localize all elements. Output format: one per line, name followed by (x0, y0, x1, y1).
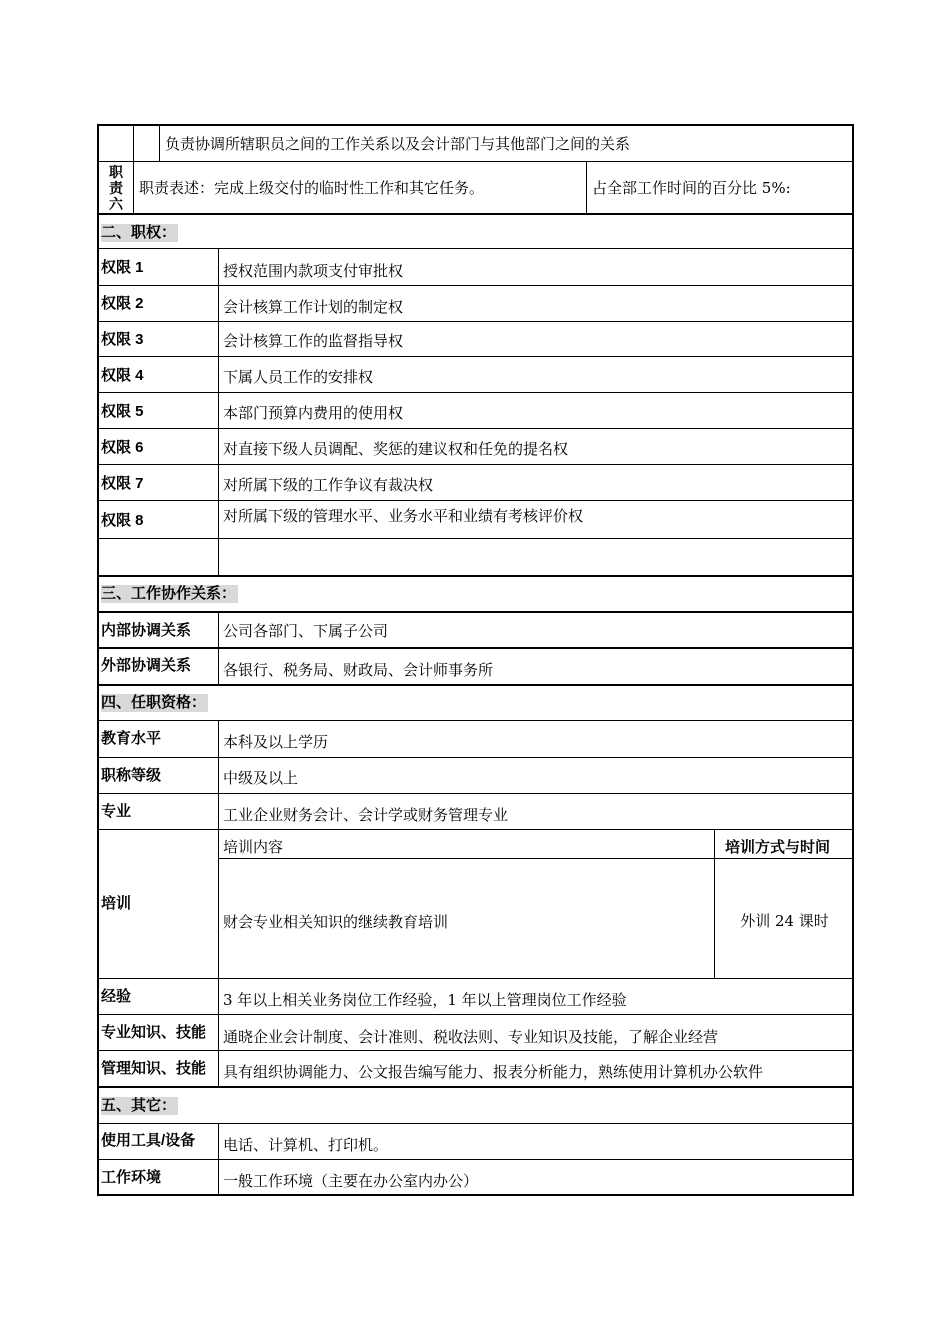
internal-coordination-label: 内部协调关系 (101, 622, 192, 639)
job-description-table (97, 124, 854, 1196)
title-level-label: 职称等级 (101, 767, 162, 784)
authority-value: 本部门预算内费用的使用权 (223, 404, 404, 422)
knowledge-label: 专业知识、技能 (101, 1024, 207, 1041)
external-coordination-value: 各银行、税务局、财政局、会计师事务所 (223, 661, 494, 679)
authority-heading: 二、职权： (101, 224, 177, 241)
training-content: 财会专业相关知识的继续教育培训 (223, 913, 449, 931)
section-divider (99, 213, 854, 215)
environment-value: 一般工作环境（主要在办公室内办公） (223, 1172, 479, 1190)
column-divider (218, 613, 219, 685)
row-divider (99, 500, 854, 501)
duty6-label-char: 责 (109, 180, 123, 196)
major-value: 工业企业财务会计、会计学或财务管理专业 (223, 806, 509, 824)
authority-value: 授权范围内款项支付审批权 (223, 262, 404, 280)
duty6-relation-text: 负责协调所辖职员之间的工作关系以及会计部门与其他部门之间的关系 (165, 135, 631, 153)
row-divider (99, 793, 854, 794)
row-divider (99, 1123, 854, 1124)
management-label: 管理知识、技能 (101, 1060, 207, 1077)
knowledge-value: 通晓企业会计制度、会计准则、税收法则、专业知识及技能，了解企业经营 (223, 1028, 719, 1046)
row-divider (99, 829, 854, 830)
experience-label: 经验 (101, 988, 132, 1005)
authority-value: 对所属下级的管理水平、业务水平和业绩有考核评价权 (223, 507, 584, 525)
authority-label: 权限 5 (101, 403, 144, 420)
section-divider (99, 684, 854, 686)
column-divider (218, 249, 219, 576)
management-value: 具有组织协调能力、公文报告编写能力、报表分析能力，熟练使用计算机办公软件 (223, 1063, 764, 1081)
tools-label: 使用工具/设备 (101, 1132, 196, 1149)
row-divider (99, 464, 854, 465)
training-method-header: 培训方式与时间 (725, 839, 831, 856)
row-divider (99, 1159, 854, 1160)
authority-value: 下属人员工作的安排权 (223, 368, 374, 386)
row-divider (99, 1050, 854, 1051)
education-label: 教育水平 (101, 730, 162, 747)
experience-value: 3 年以上相关业务岗位工作经验，1 年以上管理岗位工作经验 (223, 991, 627, 1009)
row-divider (99, 248, 854, 249)
qualification-heading: 四、任职资格： (101, 694, 207, 711)
authority-value: 会计核算工作计划的制定权 (223, 298, 404, 316)
major-label: 专业 (101, 803, 132, 820)
row-divider (99, 428, 854, 429)
training-content-header: 培训内容 (223, 838, 284, 856)
duty6-label-char: 六 (109, 196, 123, 212)
duty6-label (106, 164, 126, 212)
cell-divider (133, 162, 134, 214)
row-divider (99, 321, 854, 322)
column-divider (714, 830, 715, 979)
cell-divider (133, 126, 134, 162)
duty6-statement: 职责表述：完成上级交付的临时性工作和其它任务。 (139, 179, 485, 197)
row-divider (99, 1014, 854, 1015)
duty6-time-share: 占全部工作时间的百分比 5%: (592, 179, 791, 197)
section-divider (99, 611, 854, 613)
authority-label: 权限 4 (101, 367, 144, 384)
tools-value: 电话、计算机、打印机。 (223, 1136, 389, 1154)
row-divider (99, 538, 854, 539)
row-divider (99, 647, 854, 649)
authority-label: 权限 3 (101, 331, 144, 348)
education-value: 本科及以上学历 (223, 733, 329, 751)
environment-label: 工作环境 (101, 1169, 162, 1186)
cell-divider (586, 162, 587, 214)
training-label: 培训 (101, 895, 132, 912)
authority-value: 对直接下级人员调配、奖惩的建议权和任免的提名权 (223, 440, 569, 458)
authority-label: 权限 6 (101, 439, 144, 456)
authority-value: 会计核算工作的监督指导权 (223, 332, 404, 350)
row-divider (99, 356, 854, 357)
cell-divider (159, 126, 160, 162)
section-divider (99, 575, 854, 577)
row-divider (99, 720, 854, 721)
external-coordination-label: 外部协调关系 (101, 657, 192, 674)
other-heading: 五、其它： (101, 1097, 177, 1114)
row-divider (219, 858, 854, 859)
authority-label: 权限 7 (101, 475, 144, 492)
internal-coordination-value: 公司各部门、下属子公司 (223, 622, 389, 640)
cooperation-heading: 三、工作协作关系： (101, 585, 237, 602)
column-divider (218, 721, 219, 1087)
row-divider (99, 978, 854, 979)
authority-label: 权限 2 (101, 295, 144, 312)
row-divider (99, 392, 854, 393)
column-divider (218, 1124, 219, 1196)
authority-value: 对所属下级的工作争议有裁决权 (223, 476, 434, 494)
duty6-label-char: 职 (109, 164, 123, 180)
row-divider (99, 285, 854, 286)
row-divider (99, 757, 854, 758)
title-level-value: 中级及以上 (223, 769, 299, 787)
authority-label: 权限 8 (101, 512, 144, 529)
training-method: 外训 24 课时 (740, 912, 829, 930)
authority-label: 权限 1 (101, 259, 144, 276)
section-divider (99, 1086, 854, 1088)
row-divider (99, 161, 854, 162)
